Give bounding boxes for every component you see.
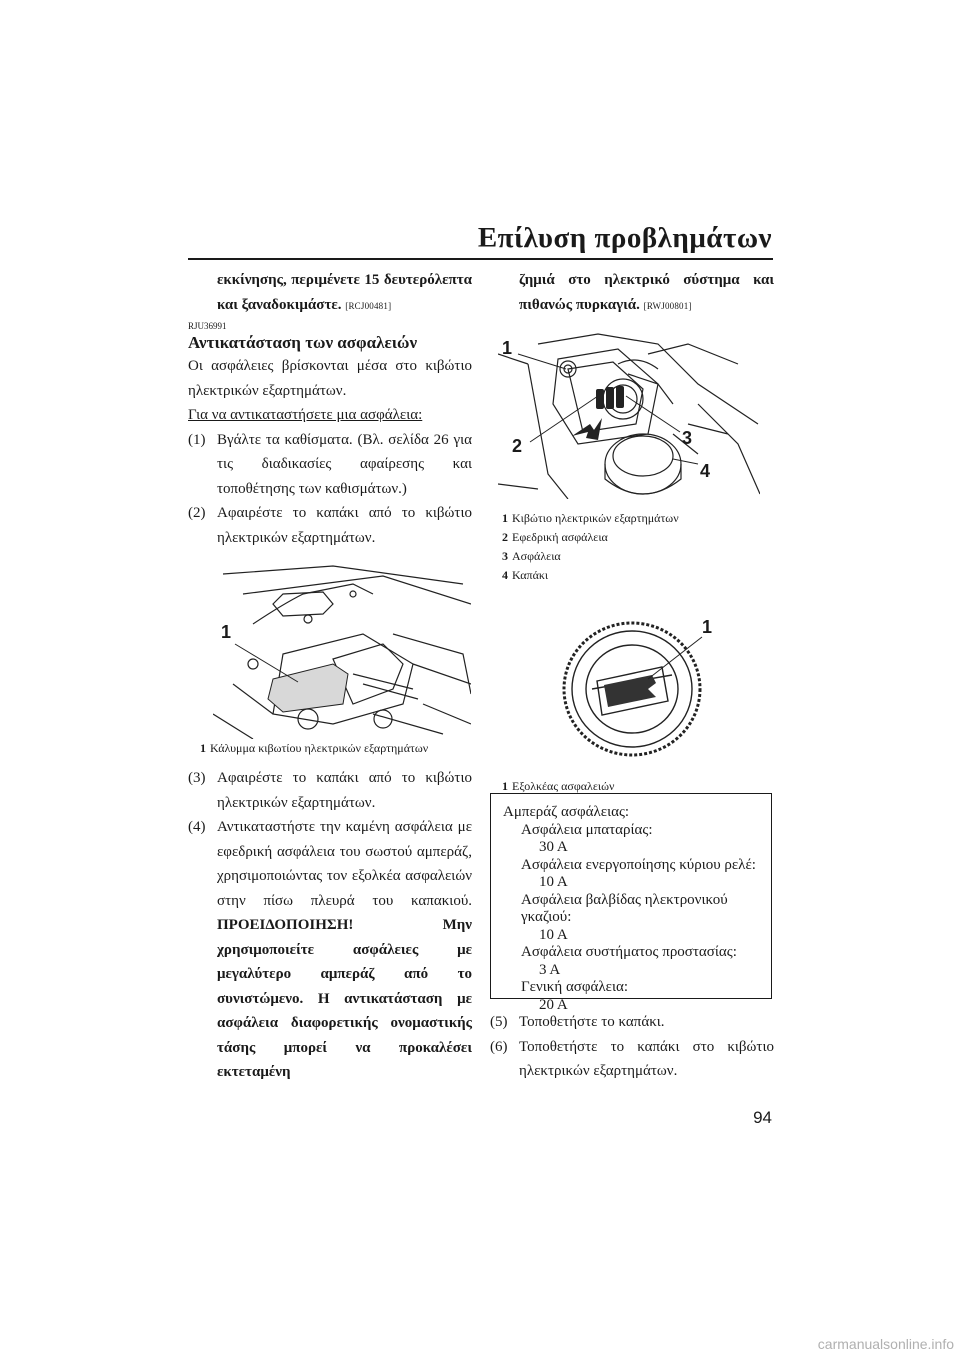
cover-illustration [213, 564, 471, 739]
intro-code: [RCJ00481] [345, 300, 392, 311]
caption-number: 1 [200, 741, 206, 755]
step-text: Τοποθετήστε το καπάκι στο κιβώτιο ηλεκτρικών εξαρτημάτων. [519, 1038, 774, 1079]
step-number: (5) [490, 1014, 508, 1030]
step-text-body: Αντικαταστήστε την καμένη ασφάλεια με εφεδρική ασφάλεια του σωστού αμπεράζ, χρησιμοποιώντας τον εξολκέα ασφαλειών στην πίσω πλευρά του καπακιού. [217, 819, 472, 909]
step-2 [188, 501, 472, 550]
spec-item-name: Ασφάλεια ενεργοποίησης κύριου ρελέ: [521, 856, 756, 873]
fuse-box-illustration [498, 324, 760, 499]
figure-callout: 1 [702, 617, 713, 637]
figure-callout: 4 [700, 461, 711, 481]
warning-code: [RWJ00801] [643, 300, 692, 311]
caption-number: 3 [502, 549, 508, 563]
warning-cont-text: ζημιά στο ηλεκτρικό σύστημα και πιθανώς πυρκαγιά. [519, 272, 774, 313]
step-text: Αφαιρέστε το καπάκι από το κιβώτιο ηλεκτρικών εξαρτημάτων. [217, 505, 472, 546]
spec-item-value: 3 A [539, 961, 561, 978]
spec-item-value: 30 A [539, 839, 568, 855]
header-rule [188, 258, 773, 260]
warning-text: ΠΡΟΕΙΔΟΠΟΙΗΣΗ! Μην χρησιμοποιείτε ασφάλειες με μεγαλύτερο αμπεράζ από το συνιστώμενο. Η αντικατάσταση με ασφάλεια διαφορετικής ονομαστικής τάσης μπορεί να προκαλέσει εκτεταμένη [217, 917, 472, 1080]
spec-item-name-cont: γκαζιού: [521, 909, 572, 925]
figure-callout: 3 [682, 428, 693, 448]
spec-item-name: Ασφάλεια μπαταρίας: [521, 821, 653, 838]
figure-fuse-box [498, 324, 760, 499]
spec-item-name: Γενική ασφάλεια: [521, 979, 629, 995]
step-number: (3) [188, 770, 206, 786]
step-number: (4) [188, 819, 206, 835]
page-title: Επίλυση προβλημάτων [477, 222, 772, 254]
figure-callout: 2 [512, 436, 523, 456]
caption-text: Κιβώτιο ηλεκτρικών εξαρτημάτων [512, 511, 679, 525]
caption-text: Κάλυμμα κιβωτίου ηλεκτρικών εξαρτημάτων [210, 741, 429, 755]
spec-item-value: 10 A [539, 874, 568, 890]
step-6 [490, 1035, 774, 1084]
final-steps [490, 1010, 774, 1084]
howto-heading: Για να αντικαταστήσετε μια ασφάλεια: [188, 407, 423, 423]
step-5 [490, 1010, 774, 1035]
section-title: Αντικατάσταση των ασφαλειών [188, 333, 418, 352]
spec-item-name: Ασφάλεια βαλβίδας ηλεκτρονικού [521, 891, 728, 908]
warning-continuation [490, 268, 774, 318]
figure-caption [200, 739, 472, 758]
cap-back-illustration [552, 611, 722, 771]
figure-captions [502, 509, 774, 585]
spec-item-value: 10 A [539, 926, 568, 943]
figure-callout: 1 [502, 338, 513, 358]
page-number: 94 [753, 1108, 772, 1127]
spec-item-value: 20 A [539, 996, 568, 1013]
intro-line-1: εκκίνησης, περιμένετε 15 δευτερόλεπτα [217, 272, 472, 288]
fuse-rating-box [490, 793, 772, 1013]
caption-number: 2 [502, 530, 508, 544]
left-column [188, 268, 472, 1085]
caption-text: Εφεδρική ασφάλεια [512, 530, 608, 544]
watermark: carmanualsonline.info [817, 1336, 954, 1352]
spec-item-name: Ασφάλεια συστήματος προστασίας: [521, 944, 737, 960]
figure-callout: 1 [221, 622, 232, 642]
caption-text: Εξολκέας ασφαλειών [512, 779, 615, 793]
caption-number: 1 [502, 779, 508, 793]
caption-number: 4 [502, 568, 508, 582]
caption-row [502, 528, 774, 547]
figure-cover-box [213, 564, 471, 739]
step-number: (6) [490, 1038, 508, 1055]
intro-text: και ξαναδοκιμάστε. [217, 296, 342, 313]
figure-cap-back [552, 611, 722, 771]
caption-row [502, 547, 774, 566]
step-4 [188, 815, 472, 1085]
intro-line-2 [188, 293, 472, 319]
right-column [490, 268, 774, 796]
step-3 [188, 766, 472, 815]
step-1 [188, 428, 472, 502]
step-text: Βγάλτε τα καθίσματα. (Βλ. σελίδα 26 για τις διαδικασίες αφαίρεσης και τοποθέτησης των καθισμάτων.) [217, 431, 472, 497]
caption-row [502, 509, 774, 528]
caption-number: 1 [502, 511, 508, 525]
caption-text: Ασφάλεια [512, 549, 561, 563]
section-code: RJU36991 [188, 321, 227, 331]
caption-row [502, 566, 774, 585]
spec-heading: Αμπεράζ ασφάλειας: [503, 804, 630, 820]
step-text [217, 815, 472, 1085]
step-text: Αφαιρέστε το καπάκι από το κιβώτιο ηλεκτρικών εξαρτημάτων. [217, 770, 472, 811]
step-text: Τοποθετήστε το καπάκι. [519, 1014, 665, 1030]
step-number: (1) [188, 431, 206, 448]
caption-text: Καπάκι [512, 568, 549, 582]
intro-paragraph: Οι ασφάλειες βρίσκονται μέσα στο κιβώτιο ηλεκτρικών εξαρτημάτων. [188, 358, 472, 399]
step-number: (2) [188, 505, 206, 521]
